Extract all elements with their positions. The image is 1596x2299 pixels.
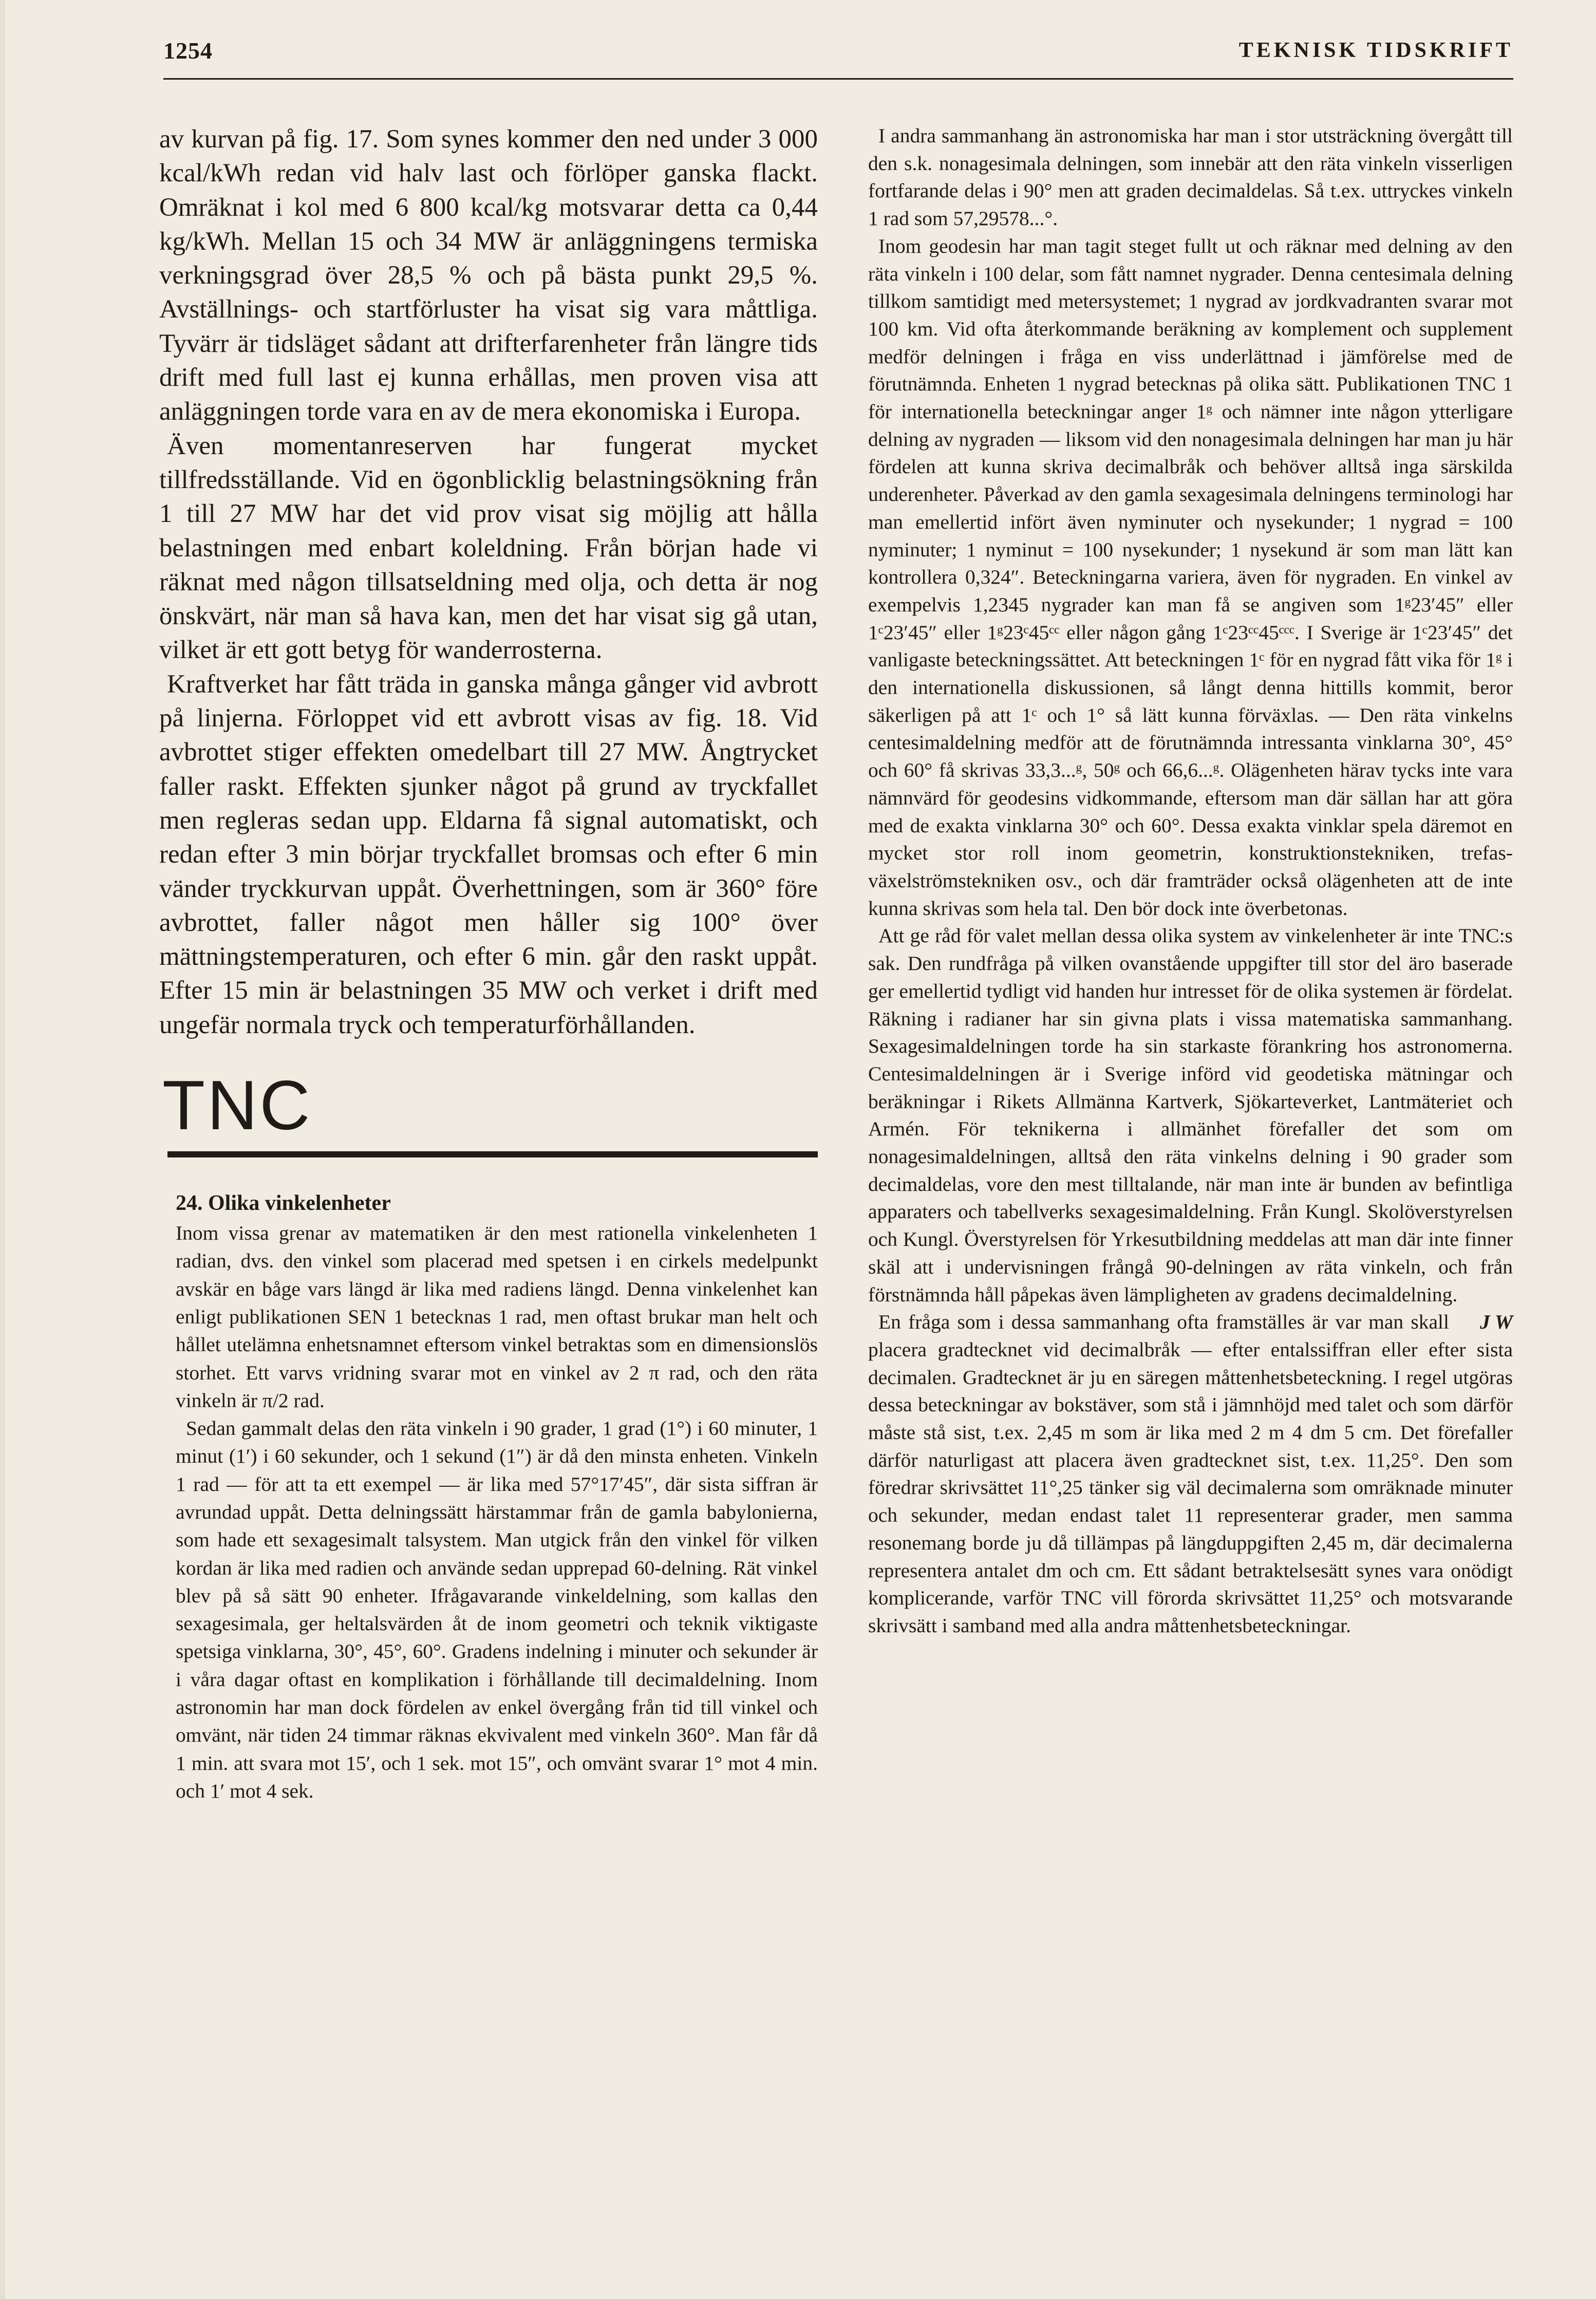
left-column [159,122,818,1805]
tnc-rule [167,1151,818,1157]
tnc-paragraph: Inom geodesin har man tagit steget fullt ut och räknar med delning av den räta vinkeln i 100 delar, som fått namnet nygrader. Denna centesimala delning tillkom samtidigt med metersystemet; 1 nygrad av jordkvadranten svarar mot 100 km. Vid ofta återkommande beräkning av komplement och supplement medför delningen i fråga en viss underlättnad i jämförelse med de förutnämnda. Enheten 1 nygrad betecknas på olika sätt. Publikationen TNC 1 för internationella beteckningar anger 1ᵍ och nämner inte någon ytterligare delning av nygraden — liksom vid den nonagesimala delningen har man ju här fördelen att kunna skriva decimalbråk och behöver alltså inga särskilda underenheter. Påverkad av den gamla sexagesimala delningens terminologi har man emellertid infört även nyminuter och nysekunder; 1 nygrad = 100 nyminuter; 1 nyminut = 100 nysekunder; 1 nysekund är som man lätt kan kontrollera 0,324″. Beteckningarna variera, även för nygraden. En vinkel av exempelvis 1,2345 nygrader kan man få se angiven som 1ᵍ23′45″ eller 1ᶜ23′45″ eller 1ᵍ23ᶜ45ᶜᶜ eller någon gång 1ᶜ23ᶜᶜ45ᶜᶜᶜ. I Sverige är 1ᶜ23′45″ det vanligaste beteckningssättet. Att beteckningen 1ᶜ för en nygrad fått vika för 1ᵍ i den internationella diskussionen, så långt denna hittills kommit, beror säkerligen på att 1ᶜ och 1° så lätt kunna förväxlas. — Den räta vinkelns centesimaldelning medför att de förutnämnda intressanta vinklarna 30°, 45° och 60° få skrivas 33,3...ᵍ, 50ᵍ och 66,6...ᵍ. Olägenheten härav tycks inte vara nämnvärd för geodesins vidkommande, eftersom man där sällan har att göra med de exakta vinklarna 30° och 60°. Dessa exakta vinklar spela däremot en mycket stor roll inom geometrin, konstruktionstekniken, trefas-växelströmstekniken osv., och där framträder också olägenheten att de inte kunna skrivas som hela tal. Den bör dock inte överbetonas. [868,234,1513,920]
tnc-logo: TNC [162,1066,312,1145]
journal-title: TEKNISK TIDSKRIFT [1238,39,1513,62]
right-column [868,122,1513,1640]
signature: J W [1479,1311,1513,1334]
tnc-left-body [176,1219,818,1805]
article-paragraph: av kurvan på fig. 17. Som synes kommer den ned under 3 000 kcal/kWh redan vid halv last och förlöper ganska flackt. Omräknat i kol med 6 800 kcal/kg motsvarar detta ca 0,44 kg/kWh. Mellan 15 och 34 MW är anläggningens termiska verkningsgrad över 28,5 % och på bästa punkt 29,5 %. Avställnings- och startförluster ha visat sig vara måttliga. Tyvärr är tidsläget sådant att drifterfarenheter från längre tids drift med full last ej kunna erhållas, men proven visa att anläggningen torde vara en av de mera ekonomiska i Europa. [159,125,818,426]
tnc-paragraph-text: En fråga som i dessa sammanhang ofta framställes är var man skall placera gradtecknet vid decimalbråk — efter entalssiffran eller efter sista decimalen. Gradtecknet är ju en säregen måttenhetsbeteckning. I regel utgöras dessa beteckningar av bokstäver, som stå i jämnhöjd med talet och som därför måste stå sist, t.ex. 2,45 m som är lika med 2 m 4 dm 5 cm. Det förefaller därför naturligast att placera även gradtecknet sist, t.ex. 11,25°. Den som föredrar skrivsättet 11°,25 tänker sig väl decimalerna som omräknade minuter och sekunder, medan endast talet 11 representerar grader, men samma resonemang borde ju då tillämpas på längduppgiften 2,45 m, där decimalerna representera antalet dm och cm. Ett sådant betraktelsesätt synes vara onödigt komplicerande, varför TNC vill förorda skrivsättet 11,25° och motsvarande skrivsätt i samband med alla andra måttenhetsbeteckningar. [868,1311,1513,1637]
tnc-paragraph: Inom vissa grenar av matematiken är den mest rationella vinkelenheten 1 radian, dvs. den vinkel som placerad med spetsen i en cirkels medelpunkt avskär en båge vars längd är lika med radiens längd. Denna vinkelenhet kan enligt publikationen SEN 1 betecknas 1 rad, men oftast brukar man helt och hållet utelämna enhetsnamnet eftersom vinkel betraktas som en dimensionslös storhet. Ett varvs vridning svarar mot en vinkel av 2 π rad, och den räta vinkeln är π/2 rad. [176,1222,818,1412]
header-rule [163,78,1513,80]
continued-article [159,122,818,1042]
tnc-paragraph-last [868,1309,1513,1639]
page-number: 1254 [163,38,213,64]
tnc-paragraph: Sedan gammalt delas den räta vinkeln i 90 grader, 1 grad (1°) i 60 minuter, 1 minut (1′) i 60 sekunder, och 1 sekund (1″) är då den minsta enheten. Vinkeln 1 rad — för att ta ett exempel — är lika med 57°17′45″, där sista siffran är avrundad uppåt. Detta delningssätt härstammar från de gamla babylonierna, som hade ett sexagesimalt talsystem. Man utgick från den vinkel för vilken kordan är lika med radien och använde sedan upprepad 60-delning. Rät vinkel blev på så sätt 90 enheter. Ifrågavarande vinkeldelning, som kallas den sexagesimala, ger heltalsvärden åt de inom geometri och teknik viktigaste spetsiga vinklarna, 30°, 45°, 60°. Gradens indelning i minuter och sekunder är i våra dagar oftast en komplikation i förhållande till decimaldelning. Inom astronomin har man dock fördelen av enkel övergång från tid till vinkel och omvänt, när tiden 24 timmar räknas ekvivalent med vinkeln 360°. Man får då 1 min. att svara mot 15′, och 1 sek. mot 15″, och omvänt svarar 1° mot 4 min. och 1′ mot 4 sek. [176,1417,818,1802]
article-paragraph: Kraftverket har fått träda in ganska många gånger vid avbrott på linjerna. Förloppet vid ett avbrott visas av fig. 18. Vid avbrottet stiger effekten omedelbart till 27 MW. Ångtrycket faller raskt. Effekten sjunker något på grund av tryckfallet men regleras sedan upp. Eldarna få signal automatiskt, och redan efter 3 min börjar tryckfallet bromsas och efter 6 min vänder tryckkurvan uppåt. Överhettningen, som är 360° före avbrottet, faller något men håller sig 100° över mättningstemperaturen, och efter 6 min. går den raskt uppåt. Efter 15 min är belastningen 35 MW och verket i drift med ungefär normala tryck och temperaturförhållanden. [159,669,818,1039]
tnc-paragraph: I andra sammanhang än astronomiska har man i stor utsträckning övergått till den s.k. nonagesimala delningen, som innebär att den räta vinkeln visserligen fortfarande delas i 90° men att graden decimaldelas. Så t.ex. uttryckes vinkeln 1 rad som 57,29578...°. [868,124,1513,230]
tnc-heading: 24. Olika vinkelenheter [176,1191,391,1216]
paper-edge [0,0,5,2299]
tnc-paragraph: Att ge råd för valet mellan dessa olika system av vinkelenheter är inte TNC:s sak. Den rundfråga på vilken ovanstående uppgifter till stor del äro baserade ger emellertid tydligt vid handen hur intresset för de olika systemen är fördelat. Räkning i radianer har sin givna plats i vissa matematiska sammanhang. Sexagesimaldelningen torde ha sin starkaste förankring hos astronomerna. Centesimaldelningen är i Sverige införd vid geodetiska mätningar och beräkningar i Rikets Allmänna Kartverk, Sjökarteverket, Lantmäteriet och Armén. För teknikerna i allmänhet förefaller det som om nonagesimaldelningen, alltså den räta vinkelns delning i 90 grader som decimaldelas, vore den mest tilltalande, när man inte är bunden av befintliga apparaters och tabellverks sexagesimaldelning. Från Kungl. Skolöverstyrelsen och Kungl. Överstyrelsen för Yrkesutbildning meddelas att man där inte finner skäl att i undervisningen frångå 90-delningen av räta vinkeln, och från förstnämnda håll påpekas även lämpligheten av gradens decimaldelning. [868,924,1513,1306]
article-paragraph: Även momentanreserven har fungerat mycket tillfredsställande. Vid en ögonblicklig belastningsökning från 1 till 27 MW har det vid prov visat sig möjlig att hålla belastningen med enbart koleldning. Från början hade vi räknat med någon tillsatseldning med olja, och detta är nog önskvärt, när man så hava kan, men det har visat sig gå utan, vilket är ett gott betyg för wanderrosterna. [159,431,818,665]
